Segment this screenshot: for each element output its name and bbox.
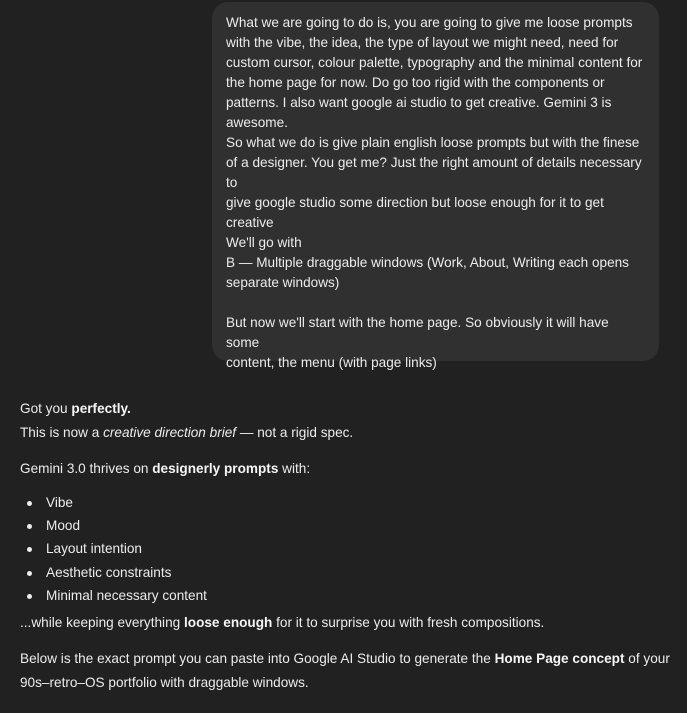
- bullet-dot-icon: [27, 571, 32, 576]
- text: ...while keeping everything: [20, 614, 184, 630]
- user-message-line: So what we do is give plain english loose prompts but with the finese: [226, 135, 640, 150]
- list-item: [20, 584, 670, 607]
- user-message-bubble: [212, 2, 659, 370]
- user-message-line: B — Multiple draggable windows (Work, About, Writing each opens: [226, 255, 629, 270]
- user-message-line: creative: [226, 215, 274, 230]
- text: Below is the exact prompt you can paste into Google AI Studio to generate the: [20, 651, 495, 667]
- user-message-line: patterns. I also want google ai studio to get creative. Gemini 3 is: [226, 95, 612, 110]
- list-item-text: Minimal necessary content: [46, 588, 207, 604]
- assistant-line-gemini: [20, 457, 670, 481]
- user-message-line: content, the menu (with page links): [226, 355, 437, 370]
- user-message-line: custom cursor, colour palette, typography and the minimal content for: [226, 55, 643, 70]
- list-item: [20, 537, 670, 560]
- bullet-dot-icon: [27, 501, 32, 506]
- bold-text: perfectly.: [71, 401, 131, 416]
- text: — not a rigid spec.: [236, 424, 354, 440]
- text: Got you: [20, 401, 72, 416]
- text: 90s–retro–OS portfolio with draggable windows.: [20, 674, 309, 690]
- text: This is now a: [20, 424, 104, 440]
- text: with:: [278, 461, 311, 476]
- list-item: [20, 491, 670, 514]
- user-message-line: separate windows): [226, 275, 340, 290]
- user-message-line: give google studio some direction but loose enough for it to get: [226, 195, 604, 210]
- user-message-blank-line: [226, 293, 645, 313]
- list-item-text: Mood: [46, 517, 81, 533]
- assistant-line-brief: [20, 421, 670, 445]
- text: Gemini 3.0 thrives on: [20, 461, 153, 476]
- assistant-line-paste: [20, 647, 670, 694]
- list-item-text: Aesthetic constraints: [46, 564, 172, 580]
- bullet-dot-icon: [27, 547, 32, 552]
- bullet-list: [20, 491, 670, 608]
- text: for it to surprise you with fresh compositions.: [272, 614, 545, 630]
- user-message-line: But now we'll start with the home page. So obviously it will have some: [226, 315, 609, 350]
- user-message-line: We'll go with: [226, 235, 302, 250]
- assistant-message: [20, 397, 670, 694]
- assistant-line-greeting: [20, 397, 670, 421]
- list-item: [20, 514, 670, 537]
- bullet-dot-icon: [27, 594, 32, 599]
- italic-text: creative direction brief: [103, 424, 237, 440]
- assistant-line-loose: [20, 611, 670, 635]
- bold-text: loose enough: [183, 614, 273, 630]
- text: of your: [624, 651, 670, 667]
- user-message-line: the home page for now. Do go too rigid with the components or: [226, 75, 605, 90]
- user-message-line: What we are going to do is, you are going to give me loose prompts: [226, 15, 633, 30]
- user-message-line: with the vibe, the idea, the type of layout we might need, need for: [226, 35, 619, 50]
- list-item-text: Vibe: [46, 494, 73, 510]
- bold-text: designerly prompts: [152, 461, 279, 476]
- user-message-line: awesome.: [226, 115, 288, 130]
- bullet-dot-icon: [27, 524, 32, 529]
- list-item: [20, 561, 670, 584]
- bold-text: Home Page concept: [494, 651, 625, 667]
- user-message-line: of a designer. You get me? Just the right amount of details necessary to: [226, 155, 642, 190]
- list-item-text: Layout intention: [46, 541, 142, 557]
